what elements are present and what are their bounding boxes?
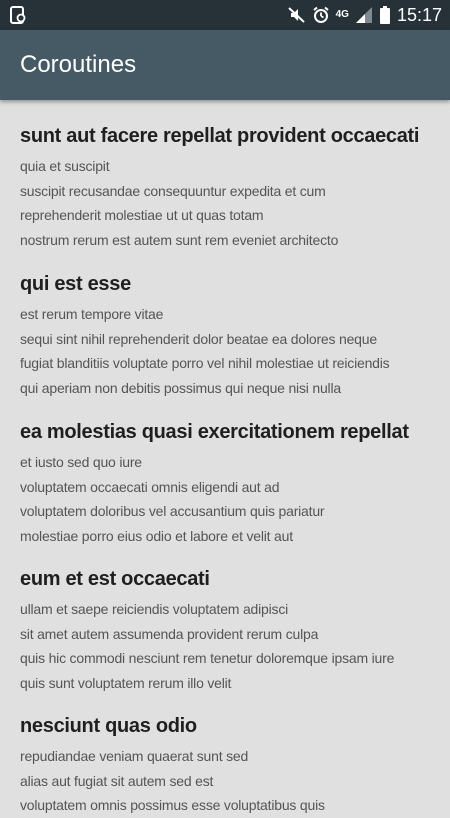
post-body [20,450,440,548]
screenshot-notification-icon [8,5,28,25]
post-body [20,744,440,818]
post-body-line: ullam et saepe reiciendis voluptatem adipisci [20,601,289,617]
post-body-line: sit amet autem assumenda provident rerum culpa [20,625,319,642]
post-title: ea molestias quasi exercitationem repellat [20,421,409,443]
list-item[interactable] [20,420,440,548]
list-item[interactable] [20,124,440,252]
list-item[interactable] [20,567,440,695]
app-bar [0,30,450,100]
post-title: qui est esse [20,273,131,295]
battery-icon [379,6,391,24]
status-bar [0,0,450,30]
post-title: eum et est occaecati [20,568,210,590]
network-type-label: 4G [335,9,349,20]
post-body [20,597,440,695]
mute-icon [288,6,306,24]
post-body [20,154,440,252]
post-body-line: voluptatem doloribus vel accusantium quis pariatur [20,503,325,519]
post-body-line: qui aperiam non debitis possimus qui neque nisi nulla [20,379,341,396]
status-icons [288,3,442,27]
post-body-line: repudiandae veniam quaerat sunt sed [20,748,249,764]
post-body-line: quis sunt voluptatem rerum illo velit [20,674,232,691]
post-body-line: reprehenderit molestiae ut ut quas totam [20,207,264,223]
post-body-line: sequi sint nihil reprehenderit dolor beatae ea dolores neque [20,330,377,347]
post-body-line: alias aut fugiat sit autem sed est [20,772,214,789]
clock: 15:17 [396,5,442,25]
list-item[interactable] [20,714,440,818]
list-item[interactable] [20,272,440,400]
post-body-line: voluptatem omnis possimus esse voluptatibus quis [20,797,325,813]
alarm-icon [312,6,330,24]
post-body-line: est rerum tempore vitae [20,306,164,322]
post-body-line: voluptatem occaecati omnis eligendi aut ad [20,478,280,495]
signal-icon [355,6,373,24]
post-body-line: quis hic commodi nesciunt rem tenetur doloremque ipsam iure [20,650,395,666]
page-title: Coroutines [20,51,137,78]
post-list[interactable] [0,100,450,813]
post-title: sunt aut facere repellat provident occaecati [20,125,420,147]
post-body [20,302,440,400]
post-body-line: molestiae porro eius odio et labore et velit aut [20,527,293,544]
post-body-line: fugiat blanditiis voluptate porro vel nihil molestiae ut reiciendis [20,355,390,371]
post-body-line: quia et suscipit [20,158,110,174]
post-body-line: nostrum rerum est autem sunt rem eveniet architecto [20,231,339,248]
post-body-line: et iusto sed quo iure [20,454,142,470]
post-body-line: suscipit recusandae consequuntur expedita et cum [20,182,326,199]
post-title: nesciunt quas odio [20,715,197,737]
